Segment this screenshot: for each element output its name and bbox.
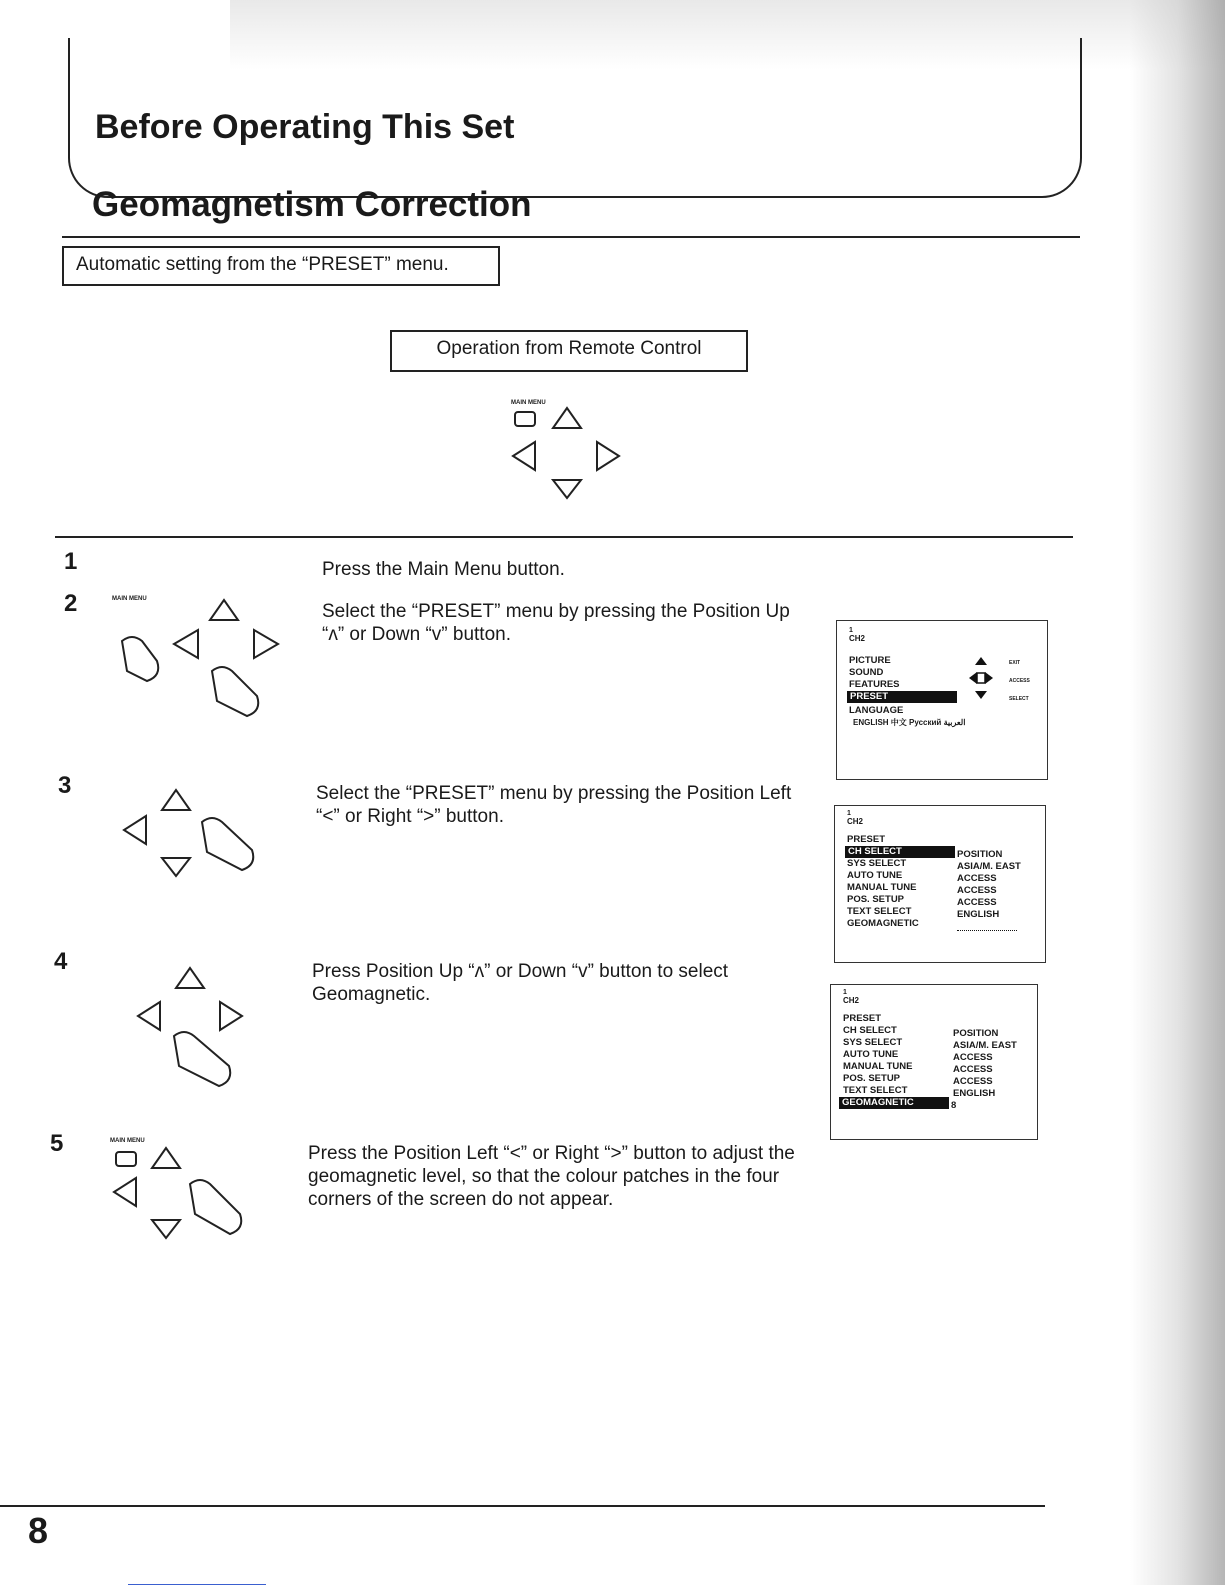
osd3-item-auto-tune: AUTO TUNE — [843, 1049, 899, 1060]
osd3-value-pos-setup: ACCESS — [953, 1076, 993, 1087]
steps-top-rule — [55, 536, 1073, 538]
step-1-text: Press the Main Menu button. — [322, 559, 565, 580]
osd1-ch-number: 1 — [849, 627, 853, 634]
osd2-value-pos-setup: ACCESS — [957, 897, 997, 908]
osd3-value-system: ASIA/M. EAST — [953, 1040, 1017, 1051]
osd1-item-features: FEATURES — [849, 679, 900, 690]
step-3-remote-icon — [118, 784, 278, 884]
osd2-item-ch-select: CH SELECT — [845, 846, 955, 858]
step-1-number: 1 — [64, 548, 78, 575]
osd2-value-manual-tune: ACCESS — [957, 885, 997, 896]
osd2-item-sys-select: SYS SELECT — [847, 858, 907, 869]
osd3-item-pos-setup: POS. SETUP — [843, 1073, 901, 1084]
osd3-item-manual-tune: MANUAL TUNE — [843, 1061, 913, 1072]
osd3-value-geomagnetic: 8 — [951, 1100, 957, 1111]
section-title: Geomagnetism Correction — [92, 185, 532, 224]
step-4-number: 4 — [54, 948, 68, 975]
osd1-legend-select: SELECT — [1009, 696, 1029, 702]
osd2-value-position: POSITION — [957, 849, 1003, 860]
osd2-item-pos-setup: POS. SETUP — [847, 894, 905, 905]
step-5-main-menu-label: MAIN MENU — [110, 1138, 145, 1144]
osd1-languages: ENGLISH 中文 Pусский العربية — [853, 718, 966, 727]
osd3-value-position: POSITION — [953, 1028, 999, 1039]
osd2-value-text-select: ENGLISH — [957, 909, 1000, 920]
osd2-channel: CH2 — [847, 817, 864, 826]
osd1-item-preset: PRESET — [847, 691, 957, 703]
step-2-text: Select the “PRESET” menu by pressing the Position Up “ʌ” or Down “v” button. — [322, 601, 790, 645]
osd2-ch-number: 1 — [847, 810, 851, 817]
page-header-title: Before Operating This Set — [95, 108, 515, 146]
osd3-item-sys-select: SYS SELECT — [843, 1037, 903, 1048]
osd2-item-auto-tune: AUTO TUNE — [847, 870, 903, 881]
osd2-item-text-select: TEXT SELECT — [847, 906, 912, 917]
osd3-ch-number: 1 — [843, 989, 847, 996]
osd2-title: PRESET — [847, 834, 886, 845]
section-rule — [62, 236, 1080, 238]
step-4-remote-icon — [130, 962, 280, 1092]
osd3-channel: CH2 — [843, 996, 860, 1005]
osd1-item-sound: SOUND — [849, 667, 884, 678]
step-2-remote-icon — [112, 596, 292, 726]
remote-control-box: Operation from Remote Control — [390, 330, 748, 372]
subtitle-box: Automatic setting from the “PRESET” menu. — [62, 246, 500, 286]
osd2-item-geomagnetic: GEOMAGNETIC — [847, 918, 919, 929]
osd1-item-language: LANGUAGE — [849, 705, 904, 716]
remote-buttons-icon — [505, 398, 635, 508]
osd1-item-picture: PICTURE — [849, 655, 891, 666]
osd3-item-text-select: TEXT SELECT — [843, 1085, 908, 1096]
osd-preset-menu-ch-select — [834, 805, 1046, 963]
step-5-number: 5 — [50, 1130, 64, 1157]
osd2-item-manual-tune: MANUAL TUNE — [847, 882, 917, 893]
step-2-main-menu-label: MAIN MENU — [112, 596, 147, 602]
osd3-title: PRESET — [843, 1013, 882, 1024]
osd1-legend-access: ACCESS — [1009, 678, 1030, 684]
osd2-value-system: ASIA/M. EAST — [957, 861, 1021, 872]
page-number: 8 — [28, 1510, 49, 1551]
osd2-item-ch-select-row — [845, 846, 955, 858]
osd3-item-geomagnetic-row — [839, 1097, 949, 1109]
step-2-number: 2 — [64, 590, 78, 617]
osd3-item-ch-select: CH SELECT — [843, 1025, 897, 1036]
step-5-remote-icon — [108, 1140, 268, 1250]
main-menu-label: MAIN MENU — [511, 400, 546, 406]
osd1-channel: CH2 — [849, 634, 866, 643]
step-4-text: Press Position Up “ʌ” or Down “v” button to select Geomagnetic. — [312, 961, 729, 1005]
scan-shadow-edge — [1130, 0, 1225, 1585]
osd2-geomagnetic-bar — [957, 930, 1017, 931]
osd1-item-preset-row — [847, 691, 957, 703]
osd3-value-manual-tune: ACCESS — [953, 1064, 993, 1075]
osd3-item-geomagnetic: GEOMAGNETIC — [839, 1097, 949, 1109]
osd2-value-auto-tune: ACCESS — [957, 873, 997, 884]
step-3-text: Select the “PRESET” menu by pressing the Position Left “<” or Right “>” button. — [316, 783, 792, 827]
osd3-value-auto-tune: ACCESS — [953, 1052, 993, 1063]
osd1-legend-exit: EXIT — [1009, 660, 1021, 666]
footer-rule — [0, 1505, 1045, 1507]
step-3-number: 3 — [58, 772, 72, 799]
osd-preset-menu-geomagnetic — [830, 984, 1038, 1140]
step-5-text: Press the Position Left “<” or Right “>” button to adjust the geomagnetic level, so that the colour patches in the four corners of the screen do not appear. — [308, 1143, 795, 1210]
osd-main-menu — [836, 620, 1048, 780]
osd3-value-text-select: ENGLISH — [953, 1088, 996, 1099]
remote-diagram — [505, 398, 635, 508]
